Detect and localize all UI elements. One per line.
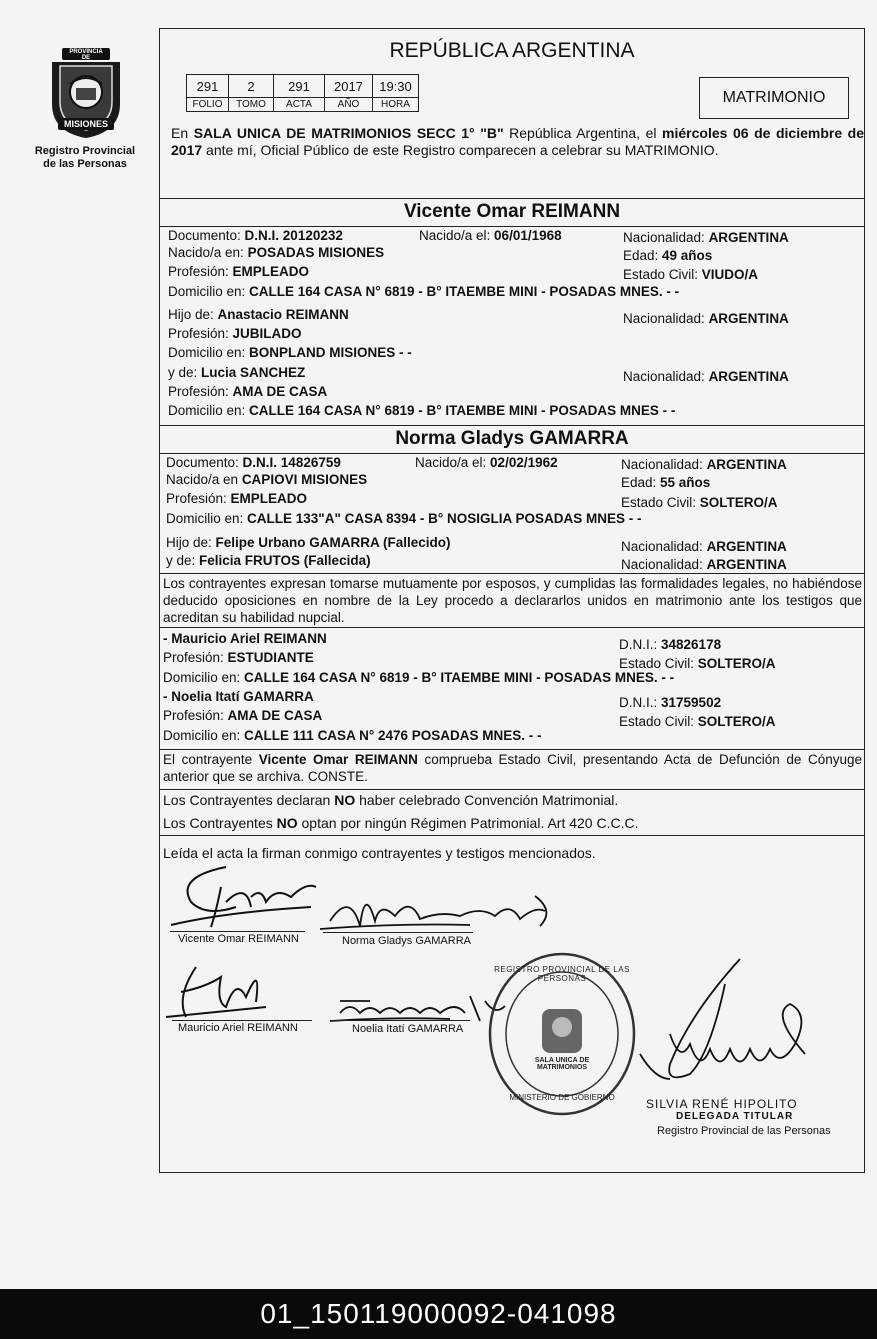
- signature-official: [630, 954, 830, 1094]
- bride-father: Hijo de: Felipe Urbano GAMARRA (Fallecido): [166, 535, 451, 550]
- logo-bottom-text: MISIONES: [63, 119, 108, 129]
- declaration-paragraph: Los contrayentes expresan tomarse mutuamente por esposos, y cumplidas las formalidades legales, no habiéndose deducido oposiciones en nombre de la Ley procedo a declararlos unidos en matrimonio ante los testigos que acreditan su habilidad nupcial.: [163, 576, 862, 625]
- regime-statement: Los Contrayentes NO optan por ningún Régimen Patrimonial. Art 420 C.C.C.: [163, 815, 639, 831]
- signature-witness1: [166, 957, 276, 1022]
- witness2-address: Domicilio en: CALLE 111 CASA N° 2476 POSADAS MNES. - -: [163, 728, 542, 743]
- bride-mother-nationality: Nacionalidad: ARGENTINA: [621, 557, 787, 572]
- groom-address: Domicilio en: CALLE 164 CASA N° 6819 - B° ITAEMBE MINI - POSADAS MNES. - -: [168, 284, 680, 299]
- registry-logo: [42, 44, 130, 140]
- seal-bottom-text: MINISTERIO DE GOBIERNO: [509, 1093, 615, 1102]
- groom-mother-profession: Profesión: AMA DE CASA: [168, 384, 328, 399]
- witness2-civil-status: Estado Civil: SOLTERO/A: [619, 714, 776, 729]
- groom-age: Edad: 49 años: [623, 248, 713, 263]
- groom-father: Hijo de: Anastacio REIMANN: [168, 307, 349, 322]
- groom-mother-nationality: Nacionalidad: ARGENTINA: [623, 369, 789, 384]
- divider: [160, 198, 864, 199]
- groom-mother-address: Domicilio en: CALLE 164 CASA N° 6819 - B° ITAEMBE MINI - POSADAS MNES - -: [168, 403, 676, 418]
- groom-document: Documento: D.N.I. 20120232: [168, 228, 343, 243]
- acta-label: ACTA: [274, 98, 325, 112]
- witness2-name: - Noelia Itatí GAMARRA: [163, 689, 314, 704]
- divider: [160, 789, 864, 790]
- signature-line: [172, 1020, 312, 1021]
- divider: [160, 453, 864, 454]
- signature-witness1-label: Mauricio Ariel REIMANN: [178, 1022, 298, 1034]
- witness1-civil-status: Estado Civil: SOLTERO/A: [619, 656, 776, 671]
- official-name: SILVIA RENÉ HIPOLITO: [646, 1097, 798, 1111]
- hour-label: HORA: [373, 98, 419, 112]
- groom-mother: y de: Lucia SANCHEZ: [168, 365, 306, 380]
- logo-top-text: PROVINCIA DE: [69, 49, 103, 61]
- groom-father-nationality: Nacionalidad: ARGENTINA: [623, 311, 789, 326]
- bride-name: Norma Gladys GAMARRA: [395, 428, 629, 449]
- tomo-value: 2: [229, 75, 274, 98]
- groom-birth-date: Nacido/a el: 06/01/1968: [419, 228, 562, 243]
- reference-table: [186, 74, 419, 112]
- signature-bride: [320, 881, 560, 936]
- divider: [160, 226, 864, 227]
- logo-caption-2: de las Personas: [43, 158, 127, 170]
- bride-birth-place: Nacido/a en CAPIOVI MISIONES: [166, 472, 368, 487]
- bride-birth-date: Nacido/a el: 02/02/1962: [415, 455, 558, 470]
- witness1-profession: Profesión: ESTUDIANTE: [163, 650, 314, 665]
- signature-line: [170, 931, 305, 932]
- divider: [160, 425, 864, 426]
- bride-address: Domicilio en: CALLE 133"A" CASA 8394 - B° NOSIGLIA POSADAS MNES - -: [166, 511, 642, 526]
- official-office: Registro Provincial de las Personas: [657, 1125, 831, 1137]
- official-role: DELEGADA TITULAR: [676, 1111, 794, 1122]
- marriage-certificate: [159, 28, 865, 1173]
- folio-value: 291: [187, 75, 229, 98]
- divider: [160, 835, 864, 836]
- tomo-label: TOMO: [229, 98, 274, 112]
- groom-birth-place: Nacido/a en: POSADAS MISIONES: [168, 245, 385, 260]
- signature-groom: [166, 857, 316, 932]
- signature-witness2-label: Noelia Itatí GAMARRA: [352, 1023, 464, 1035]
- signature-line: [330, 1020, 470, 1021]
- groom-father-profession: Profesión: JUBILADO: [168, 326, 302, 341]
- bride-document: Documento: D.N.I. 14826759: [166, 455, 341, 470]
- country-title: REPÚBLICA ARGENTINA: [389, 39, 635, 62]
- divider: [160, 749, 864, 750]
- bride-civil-status: Estado Civil: SOLTERO/A: [621, 495, 778, 510]
- logo-caption-1: Registro Provincial: [34, 145, 136, 157]
- groom-name: Vicente Omar REIMANN: [403, 201, 621, 222]
- convention-statement: Los Contrayentes declaran NO haber celebrado Convención Matrimonial.: [163, 792, 619, 808]
- bride-nationality: Nacionalidad: ARGENTINA: [621, 457, 787, 472]
- bride-father-nationality: Nacionalidad: ARGENTINA: [621, 539, 787, 554]
- bride-age: Edad: 55 años: [621, 475, 711, 490]
- bride-mother: y de: Felicia FRUTOS (Fallecida): [166, 553, 371, 568]
- groom-father-address: Domicilio en: BONPLAND MISIONES - -: [168, 345, 412, 360]
- witness1-address: Domicilio en: CALLE 164 CASA N° 6819 - B° ITAEMBE MINI - POSADAS MNES. - -: [163, 670, 675, 685]
- witness1-dni: D.N.I.: 34826178: [619, 637, 722, 652]
- year-value: 2017: [325, 75, 373, 98]
- intro-paragraph: En SALA UNICA DE MATRIMONIOS SECC 1° "B" República Argentina, el miércoles 06 de diciembre de 2017 ante mí, Oficial Público de este Registro comparecen a celebrar su MATRIMONIO.: [171, 125, 865, 158]
- witness1-name: - Mauricio Ariel REIMANN: [163, 631, 327, 646]
- seal-ring-text: REGISTRO PROVINCIAL DE LAS PERSONAS: [494, 965, 630, 983]
- signature-bride-label: Norma Gladys GAMARRA: [342, 935, 471, 947]
- bride-profession: Profesión: EMPLEADO: [166, 491, 308, 506]
- signature-groom-label: Vicente Omar REIMANN: [178, 933, 299, 945]
- groom-profession: Profesión: EMPLEADO: [168, 264, 310, 279]
- divider: [160, 573, 864, 574]
- seal-inner-text: SALA UNICA DE MATRIMONIOS: [534, 1057, 590, 1071]
- witness2-dni: D.N.I.: 31759502: [619, 695, 722, 710]
- acta-value: 291: [274, 75, 325, 98]
- document-id-bar: 01_150119000092-041098: [0, 1289, 877, 1339]
- witness2-profession: Profesión: AMA DE CASA: [163, 708, 323, 723]
- year-label: AÑO: [325, 98, 373, 112]
- document-type-box: MATRIMONIO: [699, 77, 849, 119]
- civil-status-note: El contrayente Vicente Omar REIMANN comprueba Estado Civil, presentando Acta de Defunción de Cónyuge anterior que se archiva. CONSTE.: [163, 752, 862, 784]
- divider: [160, 627, 864, 628]
- folio-label: FOLIO: [187, 98, 229, 112]
- groom-nationality: Nacionalidad: ARGENTINA: [623, 230, 789, 245]
- groom-civil-status: Estado Civil: VIUDO/A: [623, 267, 759, 282]
- hour-value: 19:30: [373, 75, 419, 98]
- signature-line: [323, 932, 473, 933]
- signing-statement: Leída el acta la firman conmigo contrayentes y testigos mencionados.: [163, 845, 596, 861]
